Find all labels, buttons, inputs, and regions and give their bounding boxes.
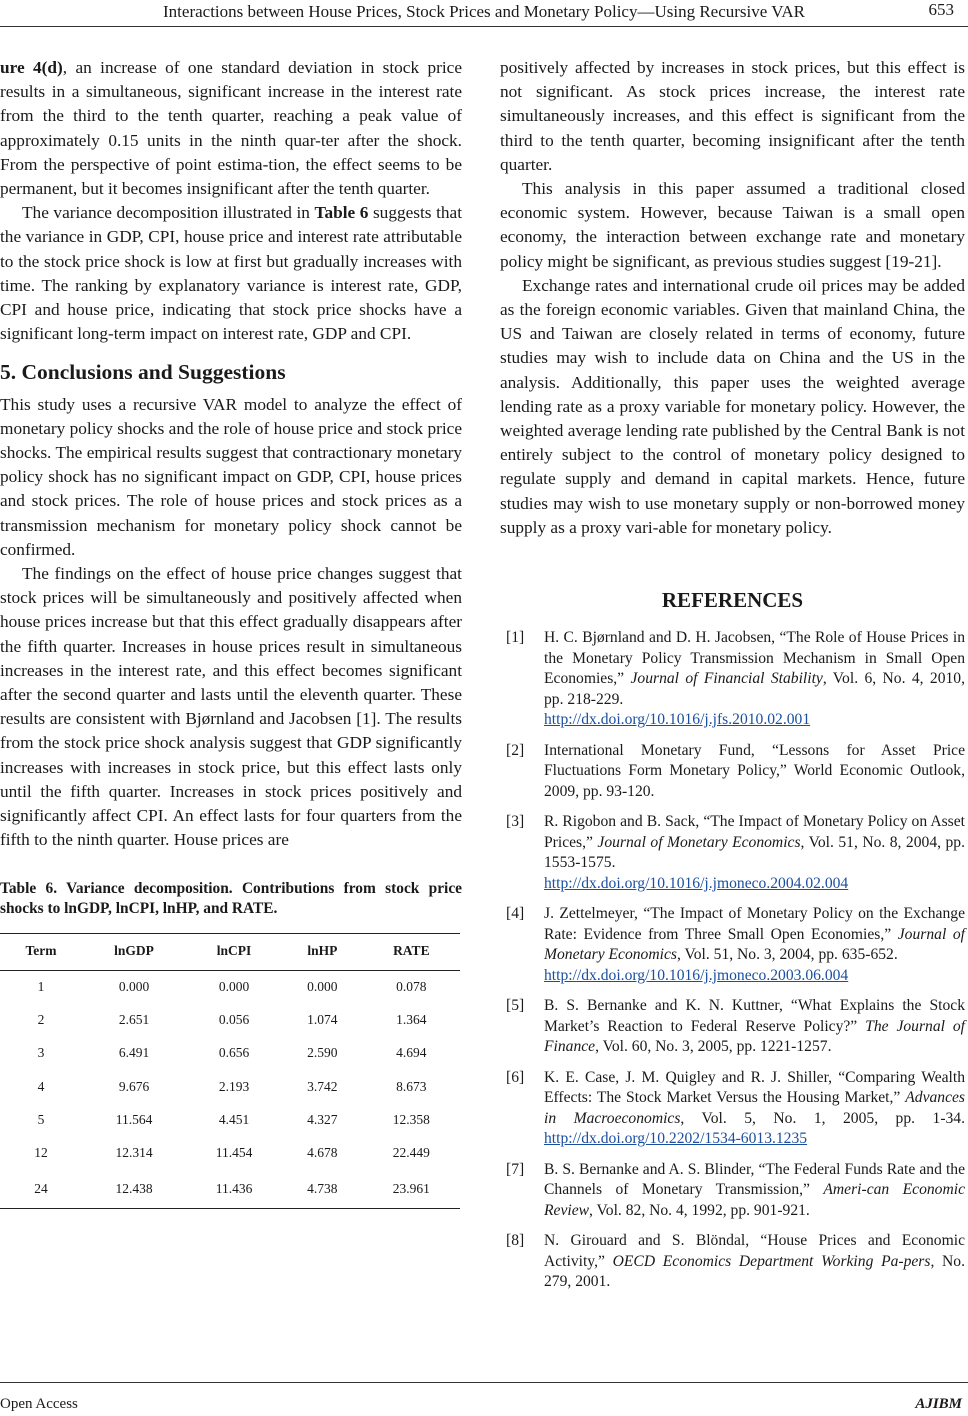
reference-text: K. E. Case, J. M. Quigley and R. J. Shiller, “Comparing Wealth Effects: The Stock Market Versus the Housing Market,” Advances in Macroeconomics, Vol. 5, No. 1, 2005, pp. 1-34. http://dx.doi.org/10.2202/1534-6013.1235 [544, 1068, 966, 1148]
section-heading: 5. Conclusions and Suggestions [0, 360, 286, 385]
table-cell: 3 [37, 1045, 45, 1061]
column-header: Term [0, 933, 82, 970]
paragraph: The findings on the effect of house price changes suggest that stock prices will be simultaneously and positively affected when house prices increase but that this effect gradually disappears after the fifth quarter. Increases in house prices result in simultaneous increases in the interest rate, and this effect becomes significant after the second quarter and lasts until the eleventh quarter. These results are consistent with Bjørnland and Jacobsen [1]. The results from the stock price shock analysis suggest that GDP significantly increases with increases in stock price, but this effect lasts only until the fifth quarter. Increases in stock prices positively and significantly affect CPI. An effect lasts for four quarters from the fifth to the ninth quarter. House prices are [0, 564, 462, 850]
table-cell: 11.564 [115, 1111, 153, 1127]
footer-rule [0, 1382, 968, 1383]
table-row [0, 1136, 460, 1169]
paragraph: positively affected by increases in stock prices, but this effect is not significant. As stock prices increase, the interest rate simultaneously increases, and this effect is significant from the third to the tenth quarter, becoming insignificant after the tenth quarter. [500, 58, 965, 174]
reference-text: N. Girouard and S. Blöndal, “House Prices and Economic Activity,” OECD Economics Department Working Pa-pers, No. 279, 2001. [544, 1232, 965, 1291]
column-header: lnHP [282, 933, 363, 970]
table-ref: Table 6 [314, 203, 369, 223]
column-header: lnCPI [186, 933, 282, 970]
table-cell: 12.314 [115, 1144, 153, 1160]
reference-text: H. C. Bjørnland and D. H. Jacobsen, “The Role of House Prices in the Monetary Policy Transmission Mechanism in Small Open Economies,” Journal of Financial Stability, Vol. 6, No. 4, 2010, pp. 218-229. http://dx.doi.org/10.1016/j.jfs.2010.02.001 [544, 628, 965, 731]
doi-link[interactable]: http://dx.doi.org/10.1016/j.jmoneco.2004.02.004 [544, 874, 849, 892]
reference-list [500, 628, 965, 1293]
table-cell: 12 [34, 1144, 48, 1160]
table-cell: 4.451 [218, 1111, 250, 1127]
reference-item [500, 628, 965, 731]
references-heading: REFERENCES [661, 588, 804, 613]
table-row [0, 1170, 460, 1209]
table-cell: 5 [37, 1111, 45, 1127]
table-cell: 1 [37, 978, 45, 994]
table-cell: 2.193 [218, 1078, 250, 1094]
reference-number: [4] [506, 905, 525, 923]
table-cell: 4 [37, 1078, 45, 1094]
table-cell: 22.449 [392, 1144, 430, 1160]
footer-journal: AJIBM [915, 1396, 962, 1412]
left-column [0, 56, 462, 1209]
reference-text: B. S. Bernanke and A. S. Blinder, “The Federal Funds Rate and the Channels of Monetary Transmission,” Ameri-can Economic Review, Vol. 82, No. 4, 1992, pp. 901-921. [544, 1160, 965, 1219]
reference-number: [6] [506, 1068, 525, 1086]
figure-ref: ure 4(d) [0, 58, 63, 77]
footer-open-access: Open Access [0, 1396, 78, 1412]
table-cell: 0.000 [218, 978, 250, 994]
reference-number: [8] [506, 1232, 525, 1250]
table-cell: 0.000 [118, 978, 150, 994]
table-cell: 4.738 [282, 1170, 363, 1209]
table-cell: 24 [0, 1170, 82, 1209]
paragraph: This study uses a recursive VAR model to analyze the effect of monetary policy shocks and the role of house price and stock price shocks. The empirical results suggest that contractionary monetary policy shock has no significant impact on GDP, CPI, house prices and stock prices. The role of house prices and stock prices as a transmission mechanism for monetary policy shock cannot be confirmed. [0, 394, 462, 559]
reference-number: [3] [506, 813, 525, 831]
reference-number: [7] [506, 1160, 525, 1178]
table-cell: 4.678 [307, 1144, 338, 1160]
table-header-row [0, 933, 460, 970]
reference-text: International Monetary Fund, “Lessons for Asset Price Fluctuations Form Monetary Policy,” World Economic Outlook, 2009, pp. 93-120. [544, 741, 965, 800]
table-cell: 1.364 [396, 1012, 427, 1028]
table-cell: 11.454 [215, 1144, 253, 1160]
reference-number: [1] [506, 629, 525, 647]
table-row [0, 1103, 460, 1136]
page-header [0, 0, 968, 30]
running-title: Interactions between House Prices, Stock Prices and Monetary Policy—Using Recursive VAR [163, 2, 805, 21]
reference-item [500, 1068, 965, 1150]
paragraph: The variance decomposition illustrated in Table 6 suggests that the variance in GDP, CPI, house price and interest rate attributable to the stock price shock is low at first but gradually increases with time. The ranking by explanatory variance is interest rate, GDP, CPI and house price, indicating that stock price shocks have a significant long-term impact on interest rate, GDP and CPI. [0, 203, 463, 344]
reference-number: [5] [506, 997, 525, 1015]
reference-text: R. Rigobon and B. Sack, “The Impact of Monetary Policy on Asset Prices,” Journal of Monetary Economics, Vol. 51, No. 8, 2004, pp. 1553-1575. http://dx.doi.org/10.1016/j.jmoneco.2004.02.004 [544, 812, 965, 894]
doi-link[interactable]: http://dx.doi.org/10.1016/j.jfs.2010.02.001 [544, 711, 811, 729]
page-number: 653 [928, 0, 954, 19]
table-cell: 9.676 [118, 1078, 150, 1094]
table-cell: 0.078 [396, 978, 427, 994]
reference-item [500, 1231, 965, 1293]
table-cell: 4.327 [307, 1111, 338, 1127]
table-cell: 23.961 [363, 1170, 460, 1209]
paragraph: Exchange rates and international crude oil prices may be added as the foreign economic variables. Given that mainland China, the US and Taiwan are closely related in terms of economy, future studies may wish to include data on China and the US in the analysis. Additionally, this paper uses the weighted average lending rate as a proxy variable for monetary policy. However, the weighted average lending rate published by the Central Bank is not entirely subject to the control of monetary policy designed to regulate supply and demand in capital markets. Hence, future studies may wish to use monetary supply or non-borrowed money supply as a proxy vari-able for monetary policy. [500, 275, 965, 537]
reference-item [500, 904, 965, 986]
table-cell: 0.000 [307, 978, 338, 994]
variance-table [0, 933, 460, 1209]
right-column [500, 56, 965, 1303]
table-cell: 4.694 [396, 1045, 427, 1061]
table-caption: Table 6. Variance decomposition. Contributions from stock price shocks to lnGDP, lnCPI, lnHP, and RATE. [0, 879, 462, 917]
reference-text: B. S. Bernanke and K. N. Kuttner, “What Explains the Stock Market’s Reaction to Federal Reserve Policy?” The Journal of Finance, Vol. 60, No. 3, 2005, pp. 1221-1257. [544, 997, 965, 1056]
reference-item [500, 741, 965, 803]
table-row [0, 1004, 460, 1037]
reference-number: [2] [506, 741, 525, 759]
reference-text: J. Zettelmeyer, “The Impact of Monetary Policy on the Exchange Rate: Evidence from Three Small Open Economies,” Journal of Monetary Economics, Vol. 51, No. 3, 2004, pp. 635-652. http://dx.doi.org/10.1016/j.jmoneco.2003.06.004 [544, 904, 965, 986]
table-cell: 0.056 [218, 1012, 250, 1028]
reference-item [500, 1160, 965, 1222]
table-cell: 11.436 [186, 1170, 282, 1209]
table-cell: 12.358 [392, 1111, 430, 1127]
column-header: RATE [363, 933, 460, 970]
table-row [0, 970, 460, 1004]
reference-item [500, 812, 965, 894]
paragraph: ure 4(d), an increase of one standard deviation in stock price results in a simultaneous, significant increase in the interest rate from the third to the tenth quarter, reaching a peak value of approximately 0.15 units in the ninth quar-ter after the shock. From the perspective of point estima-tion, the effect seems to be permanent, but it becomes insignificant after the tenth quarter. [0, 58, 462, 199]
table-cell: 1.074 [307, 1012, 338, 1028]
table-cell: 2.651 [118, 1012, 150, 1028]
column-header: lnGDP [82, 933, 186, 970]
table-row [0, 1037, 460, 1070]
table-cell: 6.491 [118, 1045, 150, 1061]
table-cell: 2.590 [307, 1045, 338, 1061]
table-row [0, 1070, 460, 1103]
table-cell: 0.656 [218, 1045, 250, 1061]
paragraph: This analysis in this paper assumed a traditional closed economic system. However, because Taiwan is a small open economy, the interaction between exchange rate and monetary policy might be significant, as previous studies suggest [19-21]. [500, 179, 965, 271]
table-cell: 3.742 [307, 1078, 338, 1094]
table-cell: 2 [37, 1012, 45, 1028]
doi-link[interactable]: http://dx.doi.org/10.1016/j.jmoneco.2003.06.004 [544, 966, 849, 984]
table-cell: 8.673 [396, 1078, 427, 1094]
doi-link[interactable]: http://dx.doi.org/10.2202/1534-6013.1235 [544, 1130, 808, 1148]
reference-item [500, 996, 965, 1058]
header-rule [0, 26, 968, 27]
table-cell: 12.438 [82, 1170, 186, 1209]
